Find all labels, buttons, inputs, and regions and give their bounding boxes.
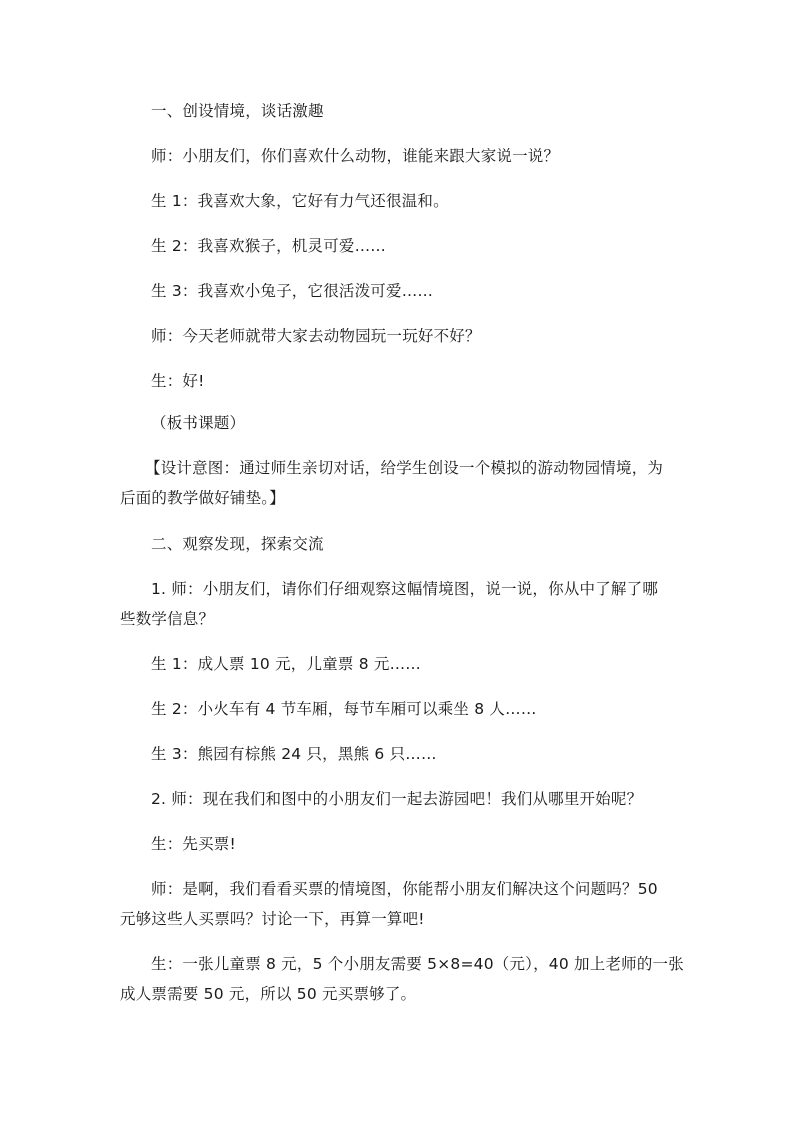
section-heading-1: 一、创设情境，谈话激趣 <box>151 102 324 120</box>
teacher-line: 1. 师：小朋友们，请你们仔细观察这幅情境图，说一说，你从中了解了哪 <box>151 580 659 598</box>
teacher-line: 师：是啊，我们看看买票的情境图，你能帮小朋友们解决这个问题吗？50 <box>151 880 658 898</box>
teacher-line-continued: 元够这些人买票吗？讨论一下，再算一算吧! <box>120 910 425 928</box>
student-line: 生：先买票! <box>151 835 236 853</box>
student-line: 生 3：熊园有棕熊 24 只，黑熊 6 只…… <box>151 745 437 763</box>
student-line-continued: 成人票需要 50 元，所以 50 元买票够了。 <box>120 985 417 1003</box>
student-line: 生 2：我喜欢猴子，机灵可爱…… <box>151 237 386 255</box>
teacher-line: 师：今天老师就带大家去动物园玩一玩好不好？ <box>151 327 481 345</box>
board-title-note: （板书课题） <box>151 414 246 432</box>
student-line: 生 2：小火车有 4 节车厢，每节车厢可以乘坐 8 人…… <box>151 700 537 718</box>
design-intent-line-2: 后面的教学做好铺垫。】 <box>120 489 285 507</box>
student-line: 生 3：我喜欢小兔子，它很活泼可爱…… <box>151 282 434 300</box>
section-heading-2: 二、观察发现，探索交流 <box>151 535 324 553</box>
design-intent-line-1: 【设计意图：通过师生亲切对话，给学生创设一个模拟的游动物园情境，为 <box>145 459 664 477</box>
student-line: 生：一张儿童票 8 元，5 个小朋友需要 5×8=40（元），40 加上老师的一张 <box>151 955 684 973</box>
student-line: 生 1：我喜欢大象，它好有力气还很温和。 <box>151 192 449 210</box>
student-line: 生：好! <box>151 372 205 390</box>
teacher-line: 师：小朋友们，你们喜欢什么动物，谁能来跟大家说一说？ <box>151 147 560 165</box>
student-line: 生 1：成人票 10 元，儿童票 8 元…… <box>151 655 421 673</box>
teacher-line-continued: 些数学信息？ <box>120 610 215 628</box>
teacher-line: 2. 师：现在我们和图中的小朋友们一起去游园吧！我们从哪里开始呢？ <box>151 790 643 808</box>
